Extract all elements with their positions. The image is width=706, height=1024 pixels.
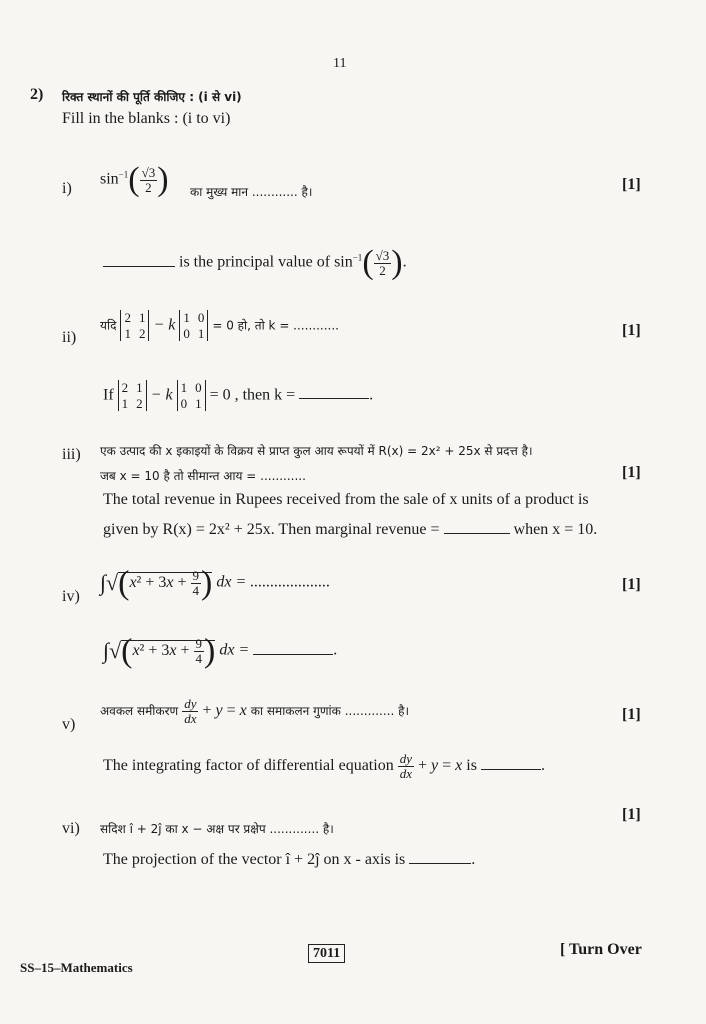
expression-sin-inverse: $\sin^{-1}$( $\frac{√3}{2}$ ): [100, 161, 169, 198]
question-heading-hindi: रिक्त स्थानों की पूर्ति कीजिए : (i से vi): [62, 90, 242, 104]
item-line-english: given by R(x) = 2x² + 25x. Then marginal revenue = when x = 10.: [103, 521, 598, 538]
item-text-english: The projection of the vector î + 2ĵ on x - axis is .: [103, 851, 476, 868]
determinant-equation-english: If 2 1 1 2 − k 1 0 0 1 = 0 , then k = .: [103, 380, 374, 411]
marks: [1]: [622, 176, 641, 193]
page-number: 11: [333, 56, 347, 71]
marks: [1]: [622, 706, 641, 723]
item-label: ii): [62, 329, 77, 346]
integral-english: ∫√(x² + 3x + $\frac{9}{4}$ ) dx = .: [103, 632, 338, 669]
item-label: v): [62, 716, 76, 733]
item-line-english: The total revenue in Rupees received from the sale of x units of a product is: [103, 491, 589, 508]
marks: [1]: [622, 464, 641, 481]
marks: [1]: [622, 806, 641, 823]
question-heading-english: Fill in the blanks : (i to vi): [62, 110, 231, 127]
differential-equation-hindi: अवकल समीकरण $\frac{dy}{dx}$ + y = x का समाकलन गुणांक ............. है।: [100, 696, 410, 726]
determinant-equation-hindi: यदि 2 1 1 2 − k 1 0 0 1 = 0 हो, तो k = ............: [100, 310, 339, 341]
item-text-english: is the principal value of $\sin^{-1}$( $\frac{√3}{2}$ ).: [103, 246, 407, 280]
paper-code-box: [308, 944, 345, 962]
subject-code: SS–15–Mathematics: [20, 960, 133, 975]
item-text-hindi: सदिश î + 2ĵ का x − अक्ष पर प्रक्षेप ............. है।: [100, 822, 334, 836]
paper-code: 7011: [308, 944, 345, 963]
integral-hindi: ∫√(x² + 3x + $\frac{9}{4}$ ) dx = ....................: [100, 564, 331, 601]
item-label: iii): [62, 446, 81, 463]
question-number: 2): [30, 86, 44, 103]
item-label: i): [62, 180, 72, 197]
marks: [1]: [622, 322, 641, 339]
turn-over: [ Turn Over: [560, 941, 642, 958]
differential-equation-english: The integrating factor of differential equation $\frac{dy}{dx}$ + y = x is .: [103, 751, 545, 781]
item-label: vi): [62, 820, 80, 837]
item-line-hindi: एक उत्पाद की x इकाइयों के विक्रय से प्राप्त कुल आय रूपयों में R(x) = 2x² + 25x से प्रदत्त है।: [100, 444, 533, 458]
item-text-hindi: का मुख्य मान ............ है।: [190, 185, 313, 199]
item-label: iv): [62, 588, 80, 605]
item-line-hindi: जब x = 10 है तो सीमान्त आय = ............: [100, 469, 306, 483]
marks: [1]: [622, 576, 641, 593]
